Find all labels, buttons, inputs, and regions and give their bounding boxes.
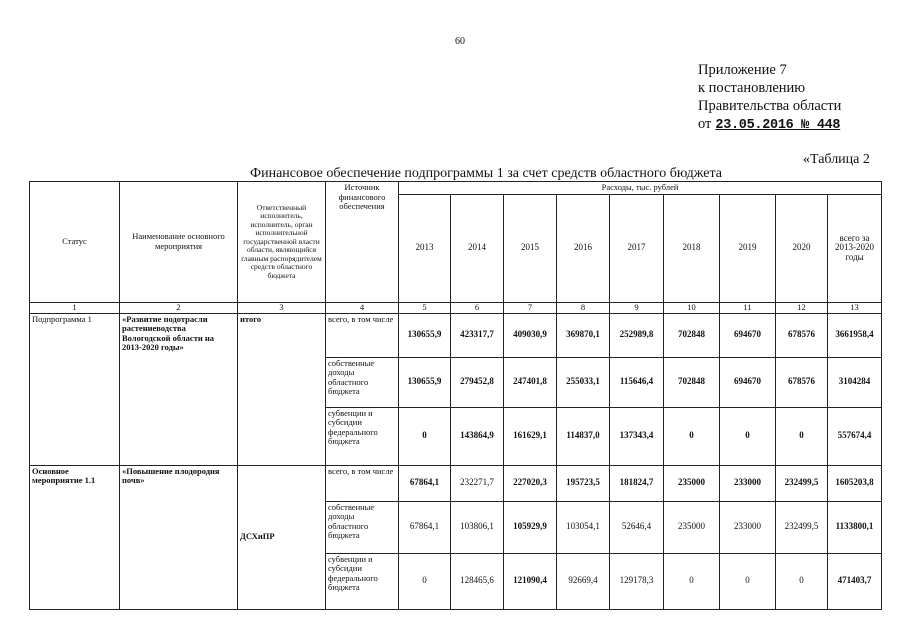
source-cell: субвенции и субсидии федерального бюджета: [326, 553, 399, 609]
value-cell: 195723,5: [557, 465, 610, 501]
value-cell: 233000: [720, 465, 776, 501]
value-cell: 232499,5: [776, 465, 828, 501]
value-cell: 3104284: [828, 357, 882, 407]
col-index: 8: [557, 302, 610, 313]
source-cell: субвенции и субсидии федерального бюджета: [326, 407, 399, 465]
header-expenses: Расходы, тыс. рублей: [399, 182, 882, 195]
col-index: 4: [326, 302, 399, 313]
col-index: 1: [30, 302, 120, 313]
table-row: [30, 465, 882, 501]
value-cell: 128465,6: [451, 553, 504, 609]
value-cell: 252989,8: [610, 313, 664, 357]
value-cell: 694670: [720, 313, 776, 357]
appendix-line-2: к постановлению: [698, 80, 806, 96]
value-cell: 121090,4: [504, 553, 557, 609]
header-year: 2015: [504, 194, 557, 302]
value-cell: 409030,9: [504, 313, 557, 357]
header-year: 2020: [776, 194, 828, 302]
value-cell: 557674,4: [828, 407, 882, 465]
column-index-row: [30, 302, 882, 313]
value-cell: 471403,7: [828, 553, 882, 609]
responsible-cell: итого: [238, 313, 326, 465]
value-cell: 0: [720, 553, 776, 609]
responsible-cell: ДСХиПР: [238, 465, 326, 609]
value-cell: 1605203,8: [828, 465, 882, 501]
table-title: Финансовое обеспечение подпрограммы 1 за счет средств областного бюджета: [250, 166, 722, 181]
source-cell: собственные доходы областного бюджета: [326, 501, 399, 553]
value-cell: 67864,1: [399, 501, 451, 553]
table-label: «Таблица 2: [803, 152, 870, 167]
value-cell: 702848: [664, 357, 720, 407]
source-cell: всего, в том числе: [326, 465, 399, 501]
value-cell: 103054,1: [557, 501, 610, 553]
header-year: 2013: [399, 194, 451, 302]
value-cell: 67864,1: [399, 465, 451, 501]
value-cell: 0: [664, 553, 720, 609]
status-cell: Подпрограмма 1: [30, 313, 120, 465]
value-cell: 235000: [664, 465, 720, 501]
value-cell: 161629,1: [504, 407, 557, 465]
value-cell: 130655,9: [399, 313, 451, 357]
value-cell: 3661958,4: [828, 313, 882, 357]
value-cell: 0: [399, 553, 451, 609]
value-cell: 0: [776, 553, 828, 609]
col-index: 11: [720, 302, 776, 313]
value-cell: 279452,8: [451, 357, 504, 407]
value-cell: 143864,9: [451, 407, 504, 465]
header-year: 2016: [557, 194, 610, 302]
finance-table: [29, 181, 882, 610]
col-index: 10: [664, 302, 720, 313]
col-index: 6: [451, 302, 504, 313]
value-cell: 103806,1: [451, 501, 504, 553]
header-year: 2017: [610, 194, 664, 302]
value-cell: 115646,4: [610, 357, 664, 407]
value-cell: 702848: [664, 313, 720, 357]
value-cell: 0: [720, 407, 776, 465]
table-row: [30, 313, 882, 357]
value-cell: 694670: [720, 357, 776, 407]
header-year: 2014: [451, 194, 504, 302]
value-cell: 129178,3: [610, 553, 664, 609]
value-cell: 0: [399, 407, 451, 465]
value-cell: 369870,1: [557, 313, 610, 357]
value-cell: 105929,9: [504, 501, 557, 553]
value-cell: 678576: [776, 357, 828, 407]
page-number: 60: [455, 36, 465, 47]
appendix-block: [698, 61, 841, 135]
value-cell: 0: [776, 407, 828, 465]
activity-name-cell: «Повышение плодородия почв»: [120, 465, 238, 609]
value-cell: 235000: [664, 501, 720, 553]
value-cell: 423317,7: [451, 313, 504, 357]
header-source: Источник финансового обеспечения: [326, 182, 399, 303]
header-status: Статус: [30, 182, 120, 303]
value-cell: 232499,5: [776, 501, 828, 553]
value-cell: 114837,0: [557, 407, 610, 465]
activity-name-cell: «Развитие подотрасли растениеводства Вологодской области на 2013-2020 годы»: [120, 313, 238, 465]
col-index: 3: [238, 302, 326, 313]
decree-date-number: 23.05.2016 № 448: [715, 118, 841, 133]
decree-date-line: [698, 115, 841, 135]
value-cell: 233000: [720, 501, 776, 553]
value-cell: 678576: [776, 313, 828, 357]
value-cell: 181824,7: [610, 465, 664, 501]
value-cell: 227020,3: [504, 465, 557, 501]
source-cell: собственные доходы областного бюджета: [326, 357, 399, 407]
header-responsible: Ответственный исполнитель, исполнитель, орган исполнительной государственной власти области, являющийся главным распорядителем средств областного бюджета: [238, 182, 326, 303]
value-cell: 137343,4: [610, 407, 664, 465]
col-index: 13: [828, 302, 882, 313]
header-year: 2018: [664, 194, 720, 302]
value-cell: 247401,8: [504, 357, 557, 407]
value-cell: 130655,9: [399, 357, 451, 407]
appendix-line-3: Правительства области: [698, 98, 842, 114]
value-cell: 92669,4: [557, 553, 610, 609]
col-index: 12: [776, 302, 828, 313]
value-cell: 0: [664, 407, 720, 465]
decree-prefix: от: [698, 116, 712, 132]
col-index: 7: [504, 302, 557, 313]
header-year: 2019: [720, 194, 776, 302]
header-total: всего за 2013-2020 годы: [828, 194, 882, 302]
col-index: 5: [399, 302, 451, 313]
header-name: Наименование основного мероприятия: [120, 182, 238, 303]
col-index: 2: [120, 302, 238, 313]
value-cell: 255033,1: [557, 357, 610, 407]
status-cell: Основное мероприятие 1.1: [30, 465, 120, 609]
source-cell: всего, в том числе: [326, 313, 399, 357]
value-cell: 1133800,1: [828, 501, 882, 553]
col-index: 9: [610, 302, 664, 313]
appendix-line-1: Приложение 7: [698, 62, 787, 78]
value-cell: 52646,4: [610, 501, 664, 553]
value-cell: 232271,7: [451, 465, 504, 501]
